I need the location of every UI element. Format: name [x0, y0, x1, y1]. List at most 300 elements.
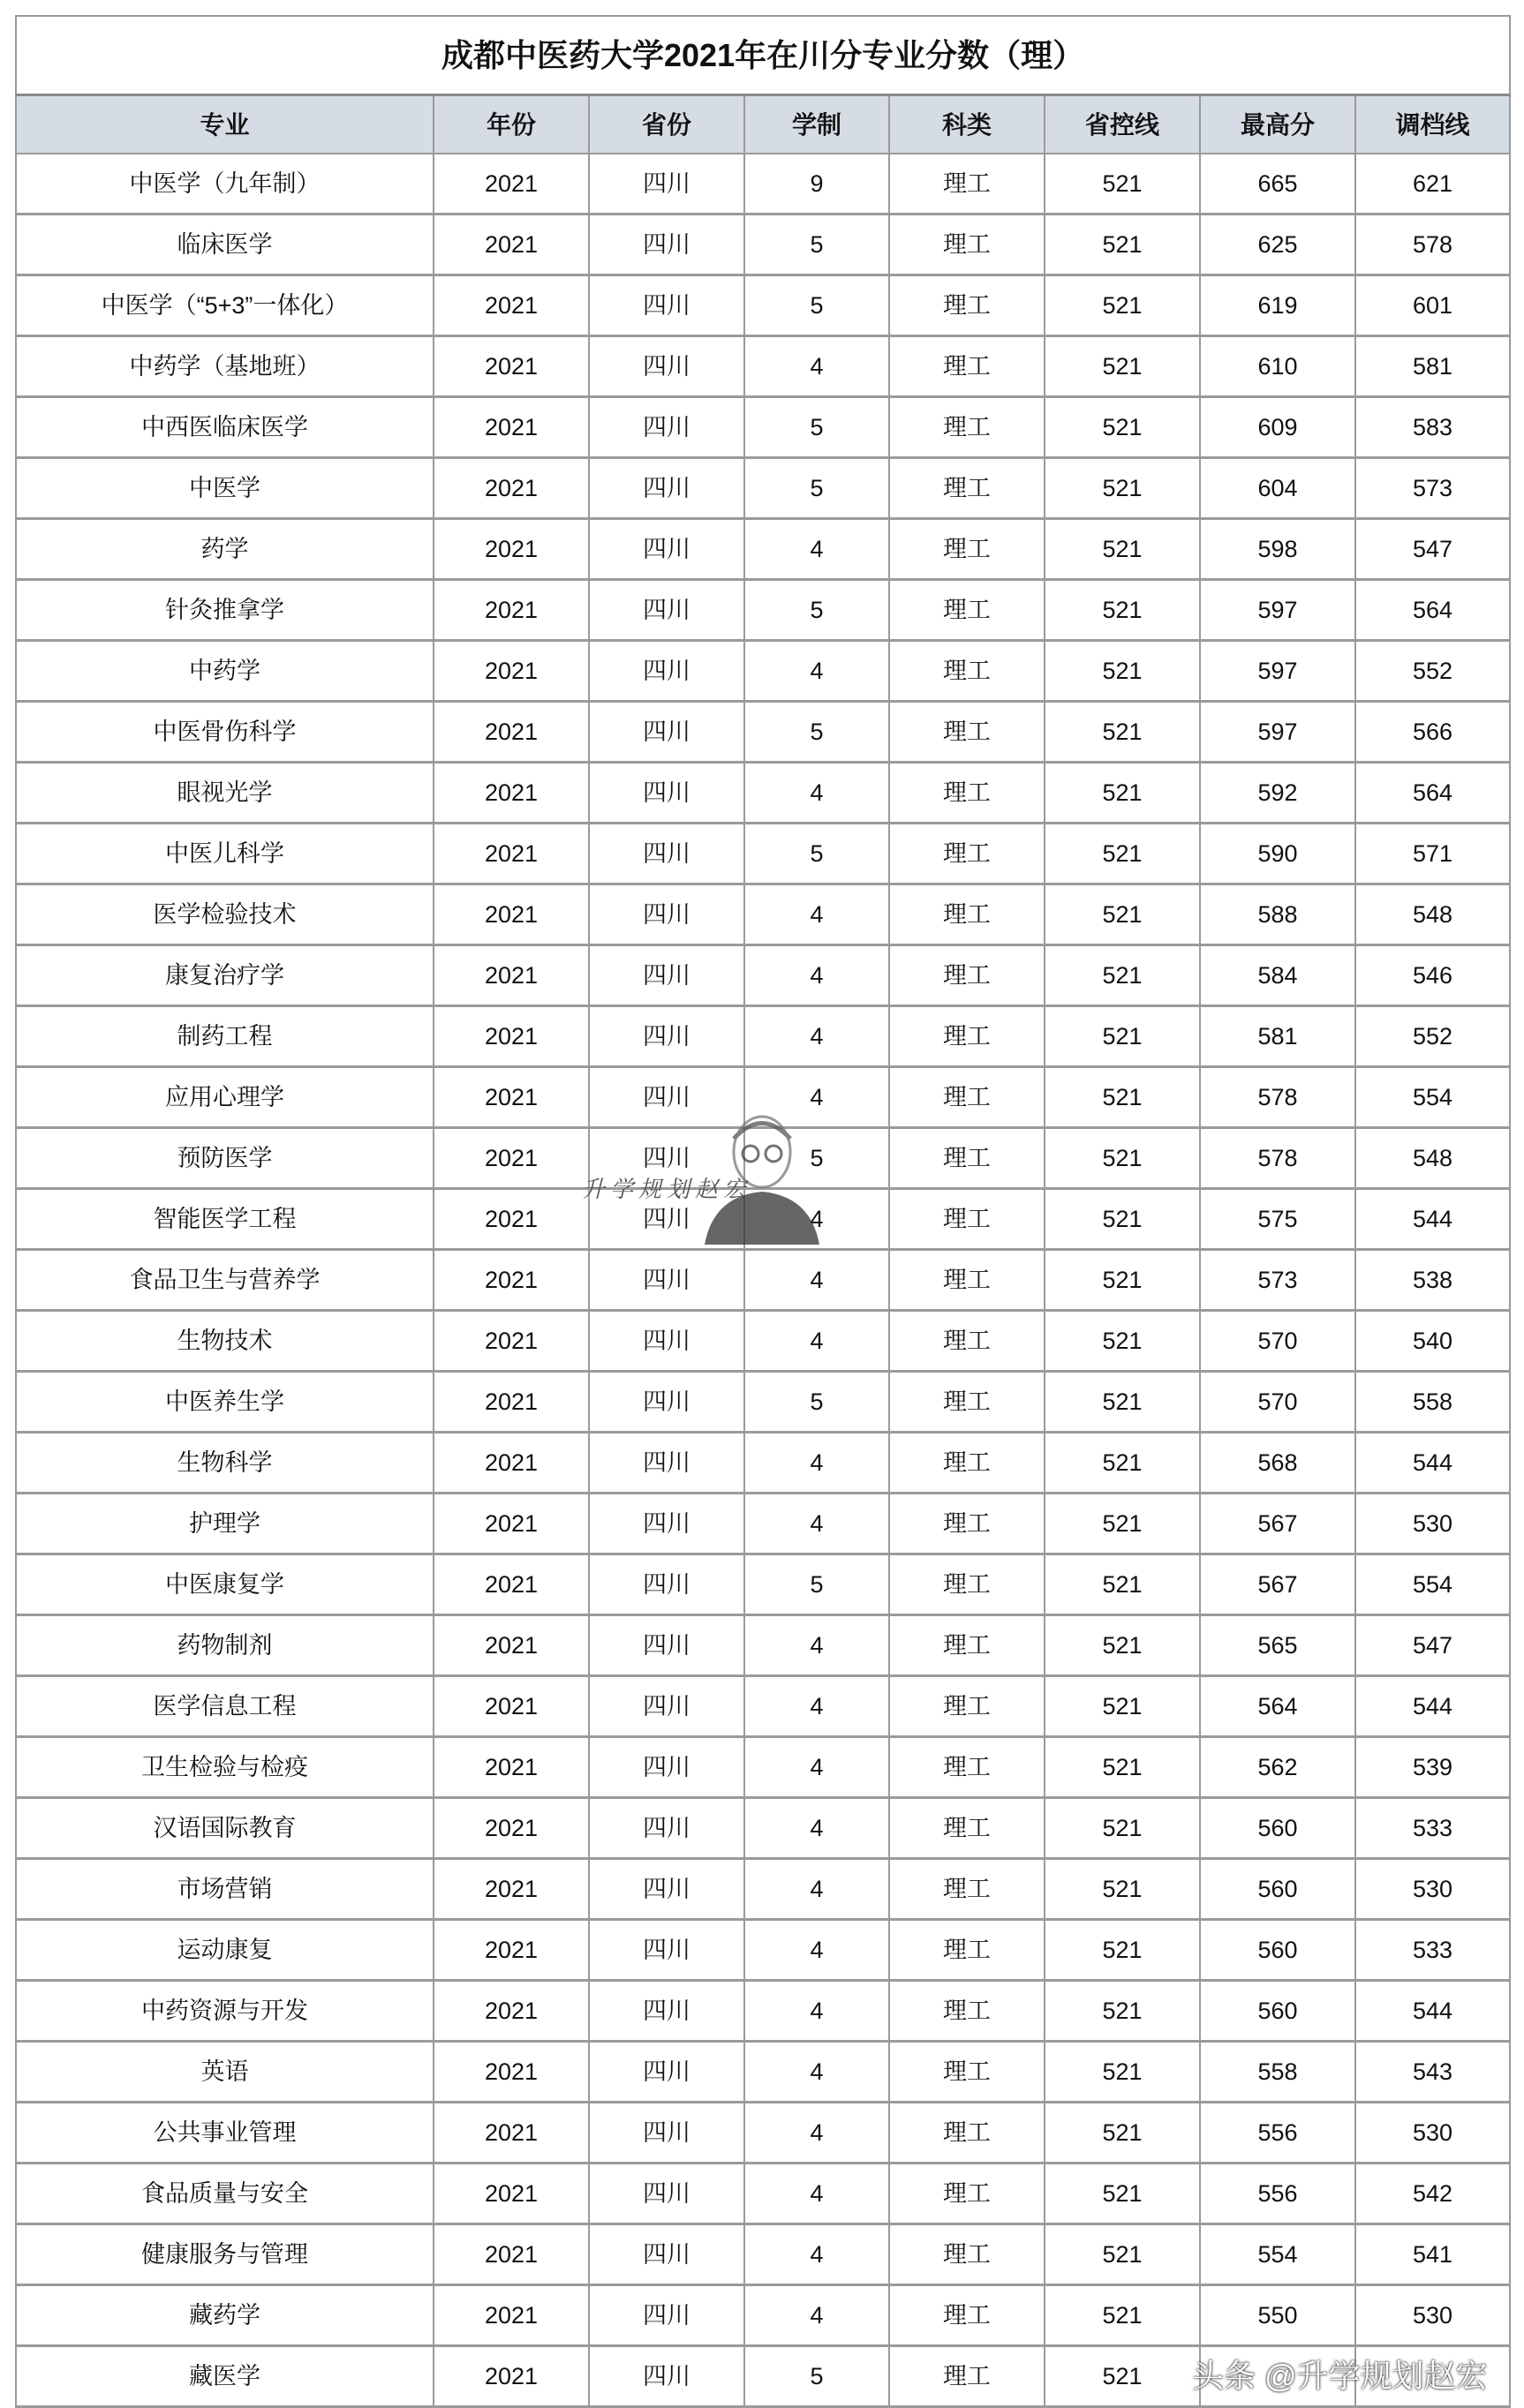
cell-admission-line: 566 — [1355, 702, 1510, 763]
cell-admission-line: 552 — [1355, 1006, 1510, 1067]
cell-admission-line: 538 — [1355, 1250, 1510, 1311]
cell-duration: 4 — [744, 884, 889, 945]
cell-control-line: 521 — [1045, 1006, 1200, 1067]
table-row — [16, 1494, 1510, 1554]
cell-major: 中西医临床医学 — [16, 397, 434, 458]
cell-major: 运动康复 — [16, 1920, 434, 1981]
cell-province: 四川 — [589, 1067, 744, 1128]
cell-major: 预防医学 — [16, 1128, 434, 1189]
cell-category: 理工 — [889, 1067, 1045, 1128]
cell-control-line: 521 — [1045, 580, 1200, 641]
cell-year: 2021 — [434, 1189, 589, 1250]
cell-major: 生物技术 — [16, 1311, 434, 1372]
cell-max-score: 597 — [1200, 702, 1355, 763]
cell-control-line: 521 — [1045, 824, 1200, 884]
cell-max-score: 567 — [1200, 1554, 1355, 1615]
cell-max-score: 562 — [1200, 1737, 1355, 1798]
cell-major: 藏药学 — [16, 2285, 434, 2346]
cell-year: 2021 — [434, 519, 589, 580]
cell-duration: 4 — [744, 945, 889, 1006]
cell-category: 理工 — [889, 1615, 1045, 1676]
cell-year: 2021 — [434, 824, 589, 884]
header-major: 专业 — [16, 95, 434, 154]
cell-category: 理工 — [889, 2346, 1045, 2407]
cell-duration: 4 — [744, 519, 889, 580]
cell-duration: 4 — [744, 1920, 889, 1981]
cell-major: 藏医学 — [16, 2346, 434, 2407]
cell-admission-line: 546 — [1355, 945, 1510, 1006]
cell-year: 2021 — [434, 763, 589, 824]
cell-major: 中医学（九年制） — [16, 154, 434, 214]
cell-admission-line: 583 — [1355, 397, 1510, 458]
cell-year: 2021 — [434, 1250, 589, 1311]
cell-year: 2021 — [434, 1676, 589, 1737]
cell-control-line: 521 — [1045, 2285, 1200, 2346]
cell-duration: 5 — [744, 1372, 889, 1433]
cell-year: 2021 — [434, 945, 589, 1006]
cell-max-score — [1192, 2346, 1488, 2407]
cell-major: 汉语国际教育 — [16, 1798, 434, 1859]
cell-control-line: 521 — [1045, 397, 1200, 458]
cell-admission-line: 564 — [1355, 763, 1510, 824]
cell-admission-line: 581 — [1355, 336, 1510, 397]
cell-year: 2021 — [434, 1006, 589, 1067]
table-row — [16, 2346, 1510, 2407]
cell-control-line: 521 — [1045, 1311, 1200, 1372]
cell-province: 四川 — [589, 2163, 744, 2224]
cell-control-line: 521 — [1045, 2042, 1200, 2103]
cell-category: 理工 — [889, 641, 1045, 702]
cell-year: 2021 — [434, 1311, 589, 1372]
cell-major: 中药学（基地班） — [16, 336, 434, 397]
cell-control-line: 521 — [1045, 2103, 1200, 2163]
cell-province: 四川 — [589, 2042, 744, 2103]
cell-admission-line: 552 — [1355, 641, 1510, 702]
table-row — [16, 1859, 1510, 1920]
cell-category: 理工 — [889, 1859, 1045, 1920]
cell-max-score: 556 — [1200, 2103, 1355, 2163]
bottom-watermark: 头条 @升学规划赵宏 — [1192, 2358, 1488, 2394]
table-row — [16, 1554, 1510, 1615]
cell-major: 市场营销 — [16, 1859, 434, 1920]
cell-control-line: 521 — [1045, 154, 1200, 214]
cell-province: 四川 — [589, 2285, 744, 2346]
cell-province: 四川 — [589, 214, 744, 275]
cell-duration: 5 — [744, 702, 889, 763]
cell-category: 理工 — [889, 1189, 1045, 1250]
cell-year: 2021 — [434, 2346, 589, 2407]
cell-admission-line: 601 — [1355, 275, 1510, 336]
cell-admission-line: 544 — [1355, 1433, 1510, 1494]
cell-duration: 4 — [744, 1311, 889, 1372]
cell-duration: 4 — [744, 2042, 889, 2103]
cell-max-score: 568 — [1200, 1433, 1355, 1494]
table-row — [16, 336, 1510, 397]
cell-category: 理工 — [889, 1981, 1045, 2042]
cell-control-line: 521 — [1045, 702, 1200, 763]
cell-max-score: 554 — [1200, 2224, 1355, 2285]
cell-year: 2021 — [434, 1067, 589, 1128]
cell-year: 2021 — [434, 397, 589, 458]
cell-major: 卫生检验与检疫 — [16, 1737, 434, 1798]
cell-duration: 5 — [744, 397, 889, 458]
cell-province: 四川 — [589, 702, 744, 763]
cell-category: 理工 — [889, 1798, 1045, 1859]
cell-control-line: 521 — [1045, 763, 1200, 824]
cell-category: 理工 — [889, 1554, 1045, 1615]
table-row — [16, 824, 1510, 884]
cell-max-score: 573 — [1200, 1250, 1355, 1311]
table-row — [16, 1433, 1510, 1494]
cell-max-score: 609 — [1200, 397, 1355, 458]
cell-category: 理工 — [889, 580, 1045, 641]
cell-province: 四川 — [589, 1554, 744, 1615]
cell-province: 四川 — [589, 1494, 744, 1554]
cell-admission-line: 621 — [1355, 154, 1510, 214]
cell-year: 2021 — [434, 2224, 589, 2285]
cell-admission-line: 571 — [1355, 824, 1510, 884]
cell-admission-line: 548 — [1355, 884, 1510, 945]
cell-province: 四川 — [589, 824, 744, 884]
cell-year: 2021 — [434, 336, 589, 397]
cell-control-line: 521 — [1045, 1554, 1200, 1615]
table-title: 成都中医药大学2021年在川分专业分数（理） — [16, 16, 1510, 95]
cell-admission-line: 539 — [1355, 1737, 1510, 1798]
cell-major: 健康服务与管理 — [16, 2224, 434, 2285]
cell-control-line: 521 — [1045, 641, 1200, 702]
cell-province: 四川 — [589, 1189, 744, 1250]
cell-province: 四川 — [589, 1311, 744, 1372]
cell-duration: 4 — [744, 2163, 889, 2224]
cell-year: 2021 — [434, 1615, 589, 1676]
cell-year: 2021 — [434, 1128, 589, 1189]
cell-category: 理工 — [889, 1250, 1045, 1311]
cell-admission-line: 542 — [1355, 2163, 1510, 2224]
cell-max-score: 565 — [1200, 1615, 1355, 1676]
cell-control-line: 521 — [1045, 519, 1200, 580]
cell-admission-line: 540 — [1355, 1311, 1510, 1372]
cell-year: 2021 — [434, 1737, 589, 1798]
cell-category: 理工 — [889, 458, 1045, 519]
cell-max-score: 575 — [1200, 1189, 1355, 1250]
cell-province: 四川 — [589, 336, 744, 397]
cell-province: 四川 — [589, 519, 744, 580]
cell-province: 四川 — [589, 945, 744, 1006]
table-row — [16, 1372, 1510, 1433]
cell-province: 四川 — [589, 2346, 744, 2407]
cell-duration: 4 — [744, 1250, 889, 1311]
cell-province: 四川 — [589, 275, 744, 336]
cell-duration: 5 — [744, 1554, 889, 1615]
cell-duration: 4 — [744, 641, 889, 702]
table-row — [16, 1737, 1510, 1798]
cell-admission-line: 533 — [1355, 1798, 1510, 1859]
cell-category: 理工 — [889, 1676, 1045, 1737]
cell-major: 医学信息工程 — [16, 1676, 434, 1737]
cell-major: 应用心理学 — [16, 1067, 434, 1128]
cell-duration: 4 — [744, 336, 889, 397]
table-row — [16, 1250, 1510, 1311]
cell-major: 中医养生学 — [16, 1372, 434, 1433]
cell-province: 四川 — [589, 1433, 744, 1494]
cell-major: 中医学 — [16, 458, 434, 519]
cell-max-score: 570 — [1200, 1372, 1355, 1433]
cell-max-score: 590 — [1200, 824, 1355, 884]
table-row — [16, 884, 1510, 945]
cell-max-score: 550 — [1200, 2285, 1355, 2346]
cell-control-line: 521 — [1045, 1189, 1200, 1250]
cell-province: 四川 — [589, 1859, 744, 1920]
cell-duration: 4 — [744, 2224, 889, 2285]
table-row — [16, 2285, 1510, 2346]
cell-max-score: 578 — [1200, 1128, 1355, 1189]
cell-category: 理工 — [889, 275, 1045, 336]
cell-category: 理工 — [889, 1372, 1045, 1433]
cell-max-score: 560 — [1200, 1859, 1355, 1920]
cell-major: 中医学（“5+3”一体化） — [16, 275, 434, 336]
cell-control-line: 521 — [1045, 214, 1200, 275]
cell-province: 四川 — [589, 763, 744, 824]
cell-control-line: 521 — [1045, 275, 1200, 336]
cell-category: 理工 — [889, 2285, 1045, 2346]
cell-max-score: 567 — [1200, 1494, 1355, 1554]
cell-max-score: 584 — [1200, 945, 1355, 1006]
table-row — [16, 519, 1510, 580]
cell-province: 四川 — [589, 1798, 744, 1859]
cell-major: 药学 — [16, 519, 434, 580]
cell-major: 临床医学 — [16, 214, 434, 275]
cell-category: 理工 — [889, 2163, 1045, 2224]
cell-duration: 4 — [744, 1615, 889, 1676]
cell-province: 四川 — [589, 458, 744, 519]
cell-year: 2021 — [434, 641, 589, 702]
cell-control-line: 521 — [1045, 1798, 1200, 1859]
cell-category: 理工 — [889, 884, 1045, 945]
cell-duration: 5 — [744, 2346, 889, 2407]
table-row — [16, 458, 1510, 519]
cell-admission-line: 530 — [1355, 1859, 1510, 1920]
table-row — [16, 1798, 1510, 1859]
table-row — [16, 154, 1510, 214]
cell-duration: 4 — [744, 2103, 889, 2163]
cell-major: 中医骨伤科学 — [16, 702, 434, 763]
cell-max-score: 592 — [1200, 763, 1355, 824]
cell-admission-line: 558 — [1355, 1372, 1510, 1433]
cell-year: 2021 — [434, 2103, 589, 2163]
cell-category: 理工 — [889, 1737, 1045, 1798]
cell-category: 理工 — [889, 1494, 1045, 1554]
cell-province: 四川 — [589, 641, 744, 702]
table-row — [16, 763, 1510, 824]
header-admission-line: 调档线 — [1355, 95, 1510, 154]
cell-major: 食品质量与安全 — [16, 2163, 434, 2224]
cell-year: 2021 — [434, 1798, 589, 1859]
cell-max-score: 564 — [1200, 1676, 1355, 1737]
cell-admission-line: 564 — [1355, 580, 1510, 641]
center-watermark — [643, 1099, 881, 1249]
cell-max-score: 578 — [1200, 1067, 1355, 1128]
cell-admission-line: 548 — [1355, 1128, 1510, 1189]
avatar-sketch-icon — [643, 1099, 881, 1249]
cell-admission-line: 578 — [1355, 214, 1510, 275]
cell-admission-line: 541 — [1355, 2224, 1510, 2285]
cell-major: 眼视光学 — [16, 763, 434, 824]
cell-year: 2021 — [434, 702, 589, 763]
cell-province: 四川 — [589, 1250, 744, 1311]
cell-province: 四川 — [589, 1981, 744, 2042]
header-max-score: 最高分 — [1200, 95, 1355, 154]
cell-admission-line: 530 — [1355, 2285, 1510, 2346]
cell-max-score: 581 — [1200, 1006, 1355, 1067]
cell-duration: 4 — [744, 1859, 889, 1920]
cell-control-line: 521 — [1045, 1494, 1200, 1554]
cell-province: 四川 — [589, 1920, 744, 1981]
cell-year: 2021 — [434, 2042, 589, 2103]
cell-year: 2021 — [434, 1981, 589, 2042]
cell-category: 理工 — [889, 1006, 1045, 1067]
cell-year: 2021 — [434, 458, 589, 519]
cell-major: 公共事业管理 — [16, 2103, 434, 2163]
table-row — [16, 214, 1510, 275]
cell-province: 四川 — [589, 1006, 744, 1067]
cell-province: 四川 — [589, 884, 744, 945]
cell-major: 食品卫生与营养学 — [16, 1250, 434, 1311]
cell-duration: 5 — [744, 824, 889, 884]
cell-year: 2021 — [434, 2285, 589, 2346]
cell-province: 四川 — [589, 1676, 744, 1737]
cell-major: 针灸推拿学 — [16, 580, 434, 641]
cell-duration: 4 — [744, 1676, 889, 1737]
cell-max-score: 604 — [1200, 458, 1355, 519]
cell-year: 2021 — [434, 1494, 589, 1554]
cell-category: 理工 — [889, 1433, 1045, 1494]
table-row — [16, 641, 1510, 702]
cell-control-line: 521 — [1045, 1920, 1200, 1981]
table-row — [16, 1981, 1510, 2042]
cell-province: 四川 — [589, 580, 744, 641]
table-row — [16, 945, 1510, 1006]
cell-major: 护理学 — [16, 1494, 434, 1554]
cell-major: 智能医学工程 — [16, 1189, 434, 1250]
cell-year: 2021 — [434, 214, 589, 275]
cell-major: 制药工程 — [16, 1006, 434, 1067]
table-row — [16, 580, 1510, 641]
cell-duration: 4 — [744, 2285, 889, 2346]
header-control-line: 省控线 — [1045, 95, 1200, 154]
cell-control-line: 521 — [1045, 1676, 1200, 1737]
cell-admission-line: 547 — [1355, 1615, 1510, 1676]
cell-admission-line: 544 — [1355, 1189, 1510, 1250]
cell-duration: 5 — [744, 214, 889, 275]
cell-duration: 5 — [744, 458, 889, 519]
cell-major: 药物制剂 — [16, 1615, 434, 1676]
cell-control-line: 521 — [1045, 1615, 1200, 1676]
table-row — [16, 2042, 1510, 2103]
cell-category: 理工 — [889, 702, 1045, 763]
cell-category: 理工 — [889, 214, 1045, 275]
header-row — [16, 95, 1510, 154]
cell-category: 理工 — [889, 154, 1045, 214]
table-row — [16, 1615, 1510, 1676]
cell-year: 2021 — [434, 154, 589, 214]
cell-province: 四川 — [589, 2103, 744, 2163]
cell-admission-line: 554 — [1355, 1554, 1510, 1615]
cell-category: 理工 — [889, 2042, 1045, 2103]
cell-control-line: 521 — [1045, 2346, 1200, 2407]
cell-major: 英语 — [16, 2042, 434, 2103]
cell-duration: 5 — [744, 1128, 889, 1189]
cell-max-score: 597 — [1200, 641, 1355, 702]
cell-major: 中药学 — [16, 641, 434, 702]
table-row — [16, 1920, 1510, 1981]
cell-year: 2021 — [434, 1859, 589, 1920]
cell-category: 理工 — [889, 2103, 1045, 2163]
table-row — [16, 1676, 1510, 1737]
table-row — [16, 1311, 1510, 1372]
cell-category: 理工 — [889, 763, 1045, 824]
cell-admission-line: 573 — [1355, 458, 1510, 519]
cell-province: 四川 升学规划赵宏 — [589, 1128, 744, 1189]
cell-duration: 4 — [744, 1189, 889, 1250]
cell-duration: 5 — [744, 580, 889, 641]
cell-control-line: 521 — [1045, 884, 1200, 945]
cell-admission-line: 530 — [1355, 2103, 1510, 2163]
cell-duration: 4 — [744, 1798, 889, 1859]
cell-duration: 4 — [744, 1433, 889, 1494]
cell-max-score: 610 — [1200, 336, 1355, 397]
cell-category: 理工 — [889, 1311, 1045, 1372]
header-year: 年份 — [434, 95, 589, 154]
cell-category: 理工 — [889, 336, 1045, 397]
cell-admission-line: 544 — [1355, 1676, 1510, 1737]
cell-year: 2021 — [434, 580, 589, 641]
cell-major: 生物科学 — [16, 1433, 434, 1494]
cell-control-line: 521 — [1045, 1981, 1200, 2042]
cell-province: 四川 — [589, 2224, 744, 2285]
cell-control-line: 521 — [1045, 2163, 1200, 2224]
cell-max-score: 619 — [1200, 275, 1355, 336]
cell-category: 理工 — [889, 2224, 1045, 2285]
cell-major: 中医康复学 — [16, 1554, 434, 1615]
center-watermark-text: 升学规划赵宏 — [581, 1176, 752, 1202]
cell-control-line: 521 — [1045, 1250, 1200, 1311]
cell-province: 四川 — [589, 154, 744, 214]
cell-control-line: 521 — [1045, 1067, 1200, 1128]
table-row — [16, 2103, 1510, 2163]
header-category: 科类 — [889, 95, 1045, 154]
cell-category: 理工 — [889, 1128, 1045, 1189]
cell-duration: 5 — [744, 275, 889, 336]
table-row — [16, 2163, 1510, 2224]
table-row — [16, 1006, 1510, 1067]
cell-year: 2021 — [434, 1554, 589, 1615]
cell-admission-line: 554 — [1355, 1067, 1510, 1128]
cell-control-line: 521 — [1045, 1737, 1200, 1798]
cell-category: 理工 — [889, 945, 1045, 1006]
cell-control-line: 521 — [1045, 1859, 1200, 1920]
table-row — [16, 397, 1510, 458]
cell-duration: 9 — [744, 154, 889, 214]
cell-control-line: 521 — [1045, 945, 1200, 1006]
cell-year: 2021 — [434, 275, 589, 336]
table-row — [16, 275, 1510, 336]
cell-major: 中医儿科学 — [16, 824, 434, 884]
cell-admission-line: 533 — [1355, 1920, 1510, 1981]
cell-control-line: 521 — [1045, 1128, 1200, 1189]
cell-duration: 4 — [744, 1006, 889, 1067]
header-province: 省份 — [589, 95, 744, 154]
header-duration: 学制 — [744, 95, 889, 154]
